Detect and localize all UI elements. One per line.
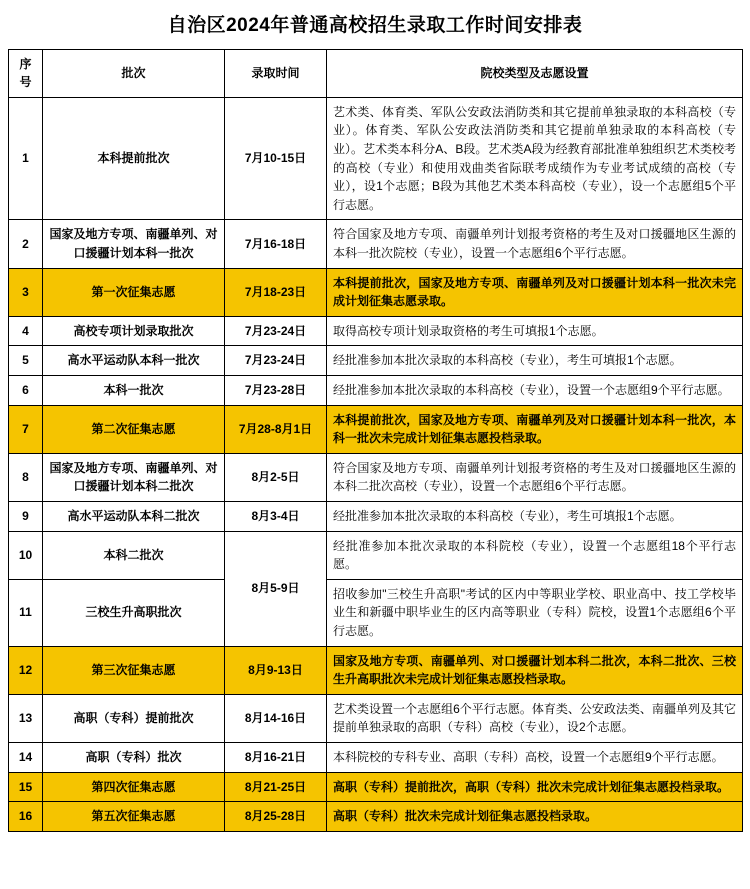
column-header-time: 录取时间 [225,49,327,97]
table-header [9,49,743,97]
row-description: 经批准参加本批次录取的本科院校（专业），设置一个志愿组18个平行志愿。 [327,531,743,579]
row-number: 8 [9,453,43,501]
row-batch-name: 国家及地方专项、南疆单列、对口援疆计划本科一批次 [43,220,225,268]
row-number: 10 [9,531,43,579]
row-number: 16 [9,802,43,832]
row-description: 艺术类、体育类、军队公安政法消防类和其它提前单独录取的本科高校（专业）。体育类、军队公安政法消防类和其它提前单独录取的本科高校（专业）。艺术类本科分A、B段。艺术类A段为经教育部批准单独组织艺术类校考的高校（专业）和使用戏曲类省际联考成绩作为专业考试成绩的高校（专业），设1个志愿；B段为其他艺术类本科高校（专业），设一个志愿组5个平行志愿。 [327,97,743,220]
row-number: 14 [9,742,43,772]
row-number: 1 [9,97,43,220]
table-header-row [9,49,743,97]
row-number: 6 [9,376,43,406]
row-description: 本科提前批次，国家及地方专项、南疆单列及对口援疆计划本科一批次未完成计划征集志愿录取。 [327,268,743,316]
table-row [9,220,743,268]
row-number: 11 [9,579,43,646]
row-batch-name: 本科一批次 [43,376,225,406]
column-header-batch: 批次 [43,49,225,97]
row-date-range: 7月23-24日 [225,316,327,346]
row-batch-name: 高水平运动队本科一批次 [43,346,225,376]
table-row [9,646,743,694]
row-description: 经批准参加本批次录取的本科高校（专业），考生可填报1个志愿。 [327,346,743,376]
row-date-range: 8月9-13日 [225,646,327,694]
row-number: 5 [9,346,43,376]
page-title: 自治区2024年普通高校招生录取工作时间安排表 [167,15,583,36]
row-date-range: 7月18-23日 [225,268,327,316]
column-header-no: 序号 [9,49,43,97]
row-number: 2 [9,220,43,268]
row-description: 本科院校的专科专业、高职（专科）高校，设置一个志愿组9个平行志愿。 [327,742,743,772]
row-description: 高职（专科）提前批次，高职（专科）批次未完成计划征集志愿投档录取。 [327,772,743,802]
table-row [9,579,743,646]
table-row [9,742,743,772]
table-row [9,316,743,346]
admission-schedule-table [8,49,743,832]
table-row [9,405,743,453]
row-date-range: 8月3-4日 [225,501,327,531]
row-batch-name: 第二次征集志愿 [43,405,225,453]
table-row [9,694,743,742]
row-number: 15 [9,772,43,802]
row-batch-name: 第四次征集志愿 [43,772,225,802]
table-row [9,346,743,376]
row-date-range: 8月25-28日 [225,802,327,832]
row-date-range: 7月16-18日 [225,220,327,268]
row-number: 4 [9,316,43,346]
row-batch-name: 高职（专科）批次 [43,742,225,772]
row-description: 本科提前批次，国家及地方专项、南疆单列及对口援疆计划本科一批次，本科一批次未完成计划征集志愿投档录取。 [327,405,743,453]
column-header-desc: 院校类型及志愿设置 [327,49,743,97]
table-row [9,531,743,579]
row-batch-name: 国家及地方专项、南疆单列、对口援疆计划本科二批次 [43,453,225,501]
row-description: 经批准参加本批次录取的本科高校（专业），考生可填报1个志愿。 [327,501,743,531]
table-row [9,501,743,531]
row-number: 7 [9,405,43,453]
table-row [9,802,743,832]
row-description: 高职（专科）批次未完成计划征集志愿投档录取。 [327,802,743,832]
row-date-range: 7月23-24日 [225,346,327,376]
row-date-range: 8月21-25日 [225,772,327,802]
row-date-range: 8月2-5日 [225,453,327,501]
row-date-range: 7月10-15日 [225,97,327,220]
row-description: 符合国家及地方专项、南疆单列计划报考资格的考生及对口援疆地区生源的本科二批次高校（专业），设置一个志愿组6个平行志愿。 [327,453,743,501]
table-body [9,97,743,831]
row-batch-name: 三校生升高职批次 [43,579,225,646]
table-row [9,453,743,501]
row-batch-name: 本科提前批次 [43,97,225,220]
row-number: 13 [9,694,43,742]
row-description: 艺术类设置一个志愿组6个平行志愿。体育类、公安政法类、南疆单列及其它提前单独录取的高职（专科）高校（专业），设2个志愿。 [327,694,743,742]
row-batch-name: 高职（专科）提前批次 [43,694,225,742]
row-batch-name: 高水平运动队本科二批次 [43,501,225,531]
table-row [9,97,743,220]
row-description: 国家及地方专项、南疆单列、对口援疆计划本科二批次，本科二批次、三校生升高职批次未完成计划征集志愿投档录取。 [327,646,743,694]
row-description: 经批准参加本批次录取的本科高校（专业），设置一个志愿组9个平行志愿。 [327,376,743,406]
row-description: 取得高校专项计划录取资格的考生可填报1个志愿。 [327,316,743,346]
row-date-range: 8月16-21日 [225,742,327,772]
row-date-range: 7月23-28日 [225,376,327,406]
table-row [9,772,743,802]
table-row [9,268,743,316]
row-date-range: 8月14-16日 [225,694,327,742]
row-date-range: 8月5-9日 [225,531,327,646]
row-number: 3 [9,268,43,316]
row-number: 9 [9,501,43,531]
row-description: 招收参加"三校生升高职"考试的区内中等职业学校、职业高中、技工学校毕业生和新疆中职毕业生的区内高等职业（专科）院校，设置1个志愿组6个平行志愿。 [327,579,743,646]
row-batch-name: 本科二批次 [43,531,225,579]
row-batch-name: 第五次征集志愿 [43,802,225,832]
table-row [9,376,743,406]
row-batch-name: 第三次征集志愿 [43,646,225,694]
row-description: 符合国家及地方专项、南疆单列计划报考资格的考生及对口援疆地区生源的本科一批次院校（专业），设置一个志愿组6个平行志愿。 [327,220,743,268]
row-batch-name: 高校专项计划录取批次 [43,316,225,346]
row-date-range: 7月28-8月1日 [225,405,327,453]
row-number: 12 [9,646,43,694]
row-batch-name: 第一次征集志愿 [43,268,225,316]
